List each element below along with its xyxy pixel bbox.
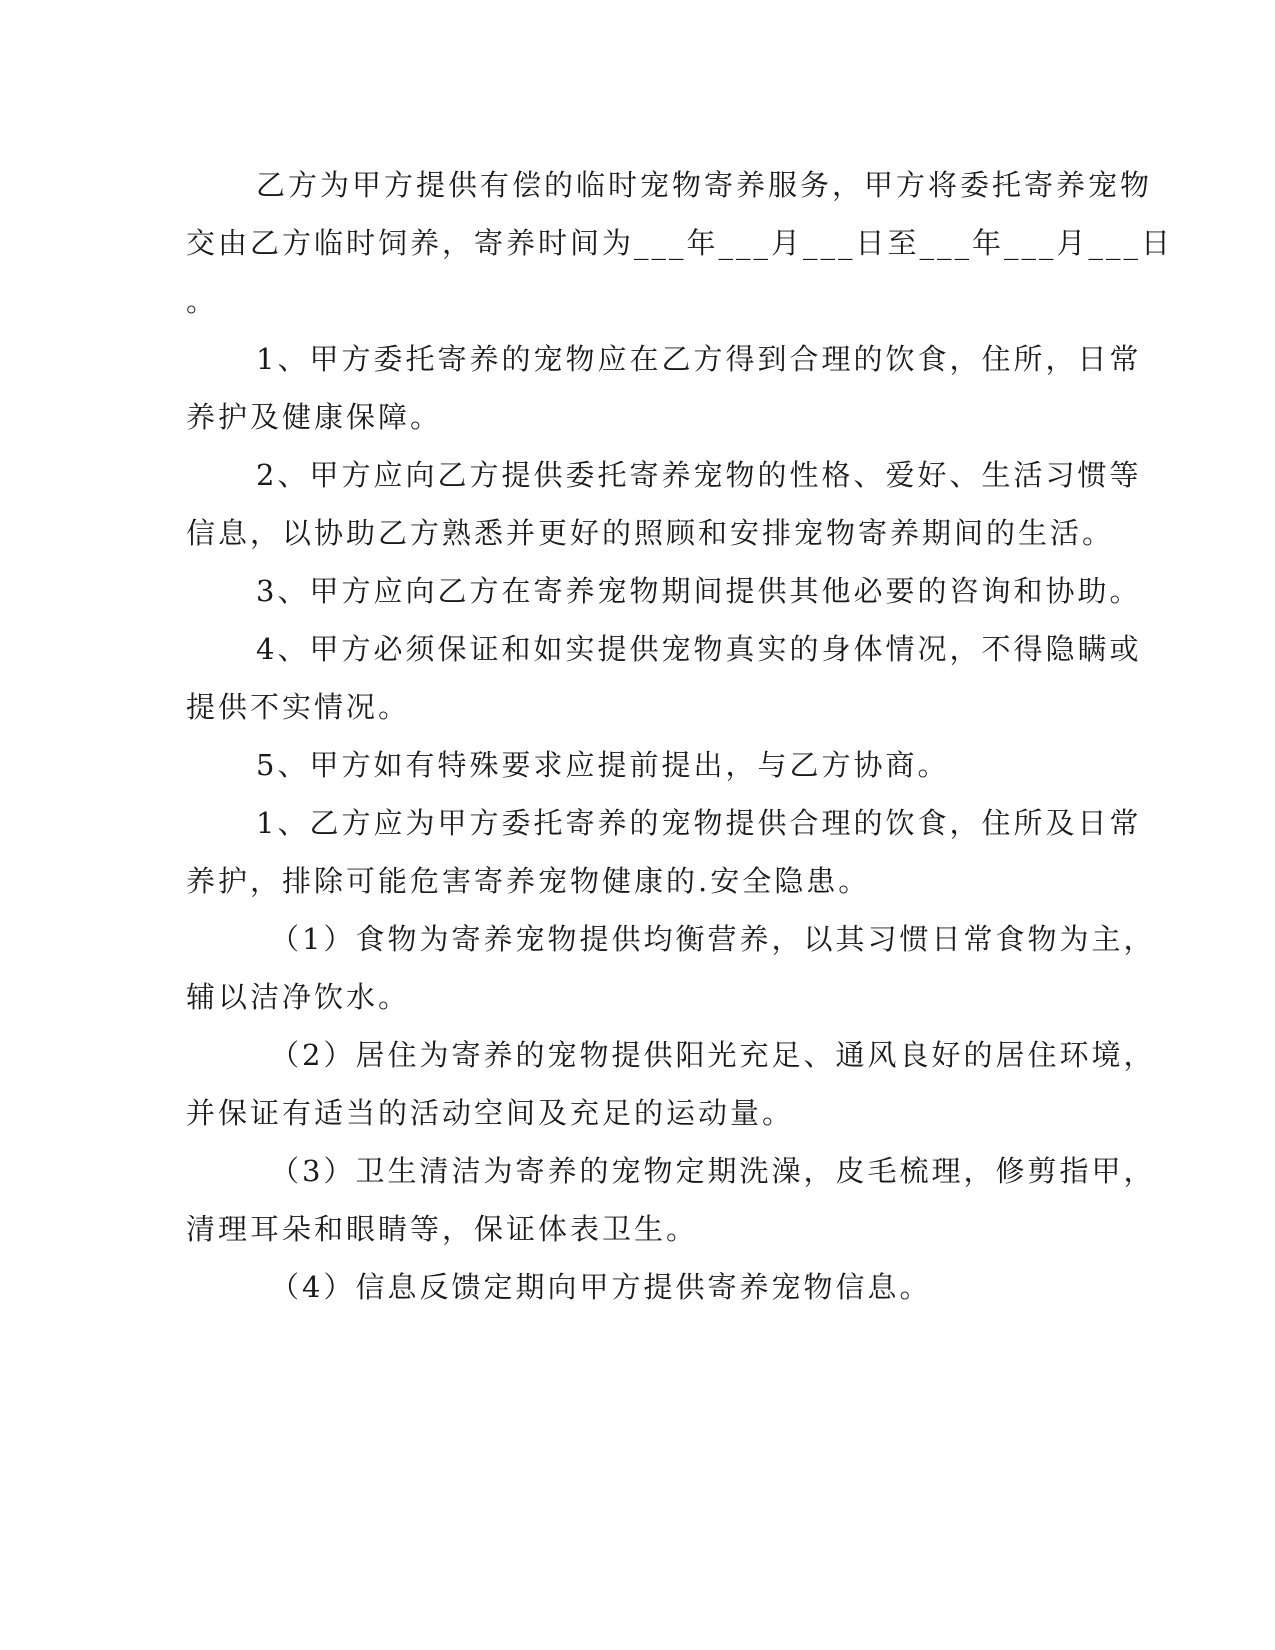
party-a-clause-5: 5、甲方如有特殊要求应提前提出，与乙方协商。 bbox=[256, 748, 950, 782]
subclause-3-line-2: 清理耳朵和眼睛等，保证体表卫生。 bbox=[186, 1212, 699, 1246]
paragraph-intro-line-2: 交由乙方临时饲养，寄养时间为___年___月___日至___年___月___日 bbox=[186, 226, 1174, 260]
subclause-2-line-2: 并保证有适当的活动空间及充足的运动量。 bbox=[186, 1096, 795, 1130]
subclause-1-line-1: （1）食物为寄养宠物提供均衡营养，以其习惯日常食物为主， bbox=[270, 922, 1156, 956]
party-a-clause-1-line-1: 1、甲方委托寄养的宠物应在乙方得到合理的饮食，住所，日常 bbox=[256, 342, 1142, 376]
party-a-clause-3: 3、甲方应向乙方在寄养宠物期间提供其他必要的咨询和协助。 bbox=[256, 574, 1142, 608]
party-b-clause-1-line-2: 养护，排除可能危害寄养宠物健康的.安全隐患。 bbox=[186, 864, 871, 898]
party-b-clause-1-line-1: 1、乙方应为甲方委托寄养的宠物提供合理的饮食，住所及日常 bbox=[256, 806, 1142, 840]
subclause-3-line-1: （3）卫生清洁为寄养的宠物定期洗澡，皮毛梳理，修剪指甲， bbox=[270, 1154, 1156, 1188]
paragraph-intro-line-3: 。 bbox=[186, 284, 219, 318]
subclause-2-line-1: （2）居住为寄养的宠物提供阳光充足、通风良好的居住环境， bbox=[270, 1038, 1156, 1072]
party-a-clause-2-line-2: 信息，以协助乙方熟悉并更好的照顾和安排宠物寄养期间的生活。 bbox=[186, 516, 1115, 550]
subclause-4: （4）信息反馈定期向甲方提供寄养宠物信息。 bbox=[270, 1270, 932, 1304]
subclause-1-line-2: 辅以洁净饮水。 bbox=[186, 980, 411, 1014]
party-a-clause-4-line-2: 提供不实情况。 bbox=[186, 690, 411, 724]
paragraph-intro-line-1: 乙方为甲方提供有偿的临时宠物寄养服务，甲方将委托寄养宠物 bbox=[256, 168, 1153, 202]
party-a-clause-2-line-1: 2、甲方应向乙方提供委托寄养宠物的性格、爱好、生活习惯等 bbox=[256, 458, 1142, 492]
party-a-clause-1-line-2: 养护及健康保障。 bbox=[186, 400, 443, 434]
party-a-clause-4-line-1: 4、甲方必须保证和如实提供宠物真实的身体情况，不得隐瞒或 bbox=[256, 632, 1142, 666]
